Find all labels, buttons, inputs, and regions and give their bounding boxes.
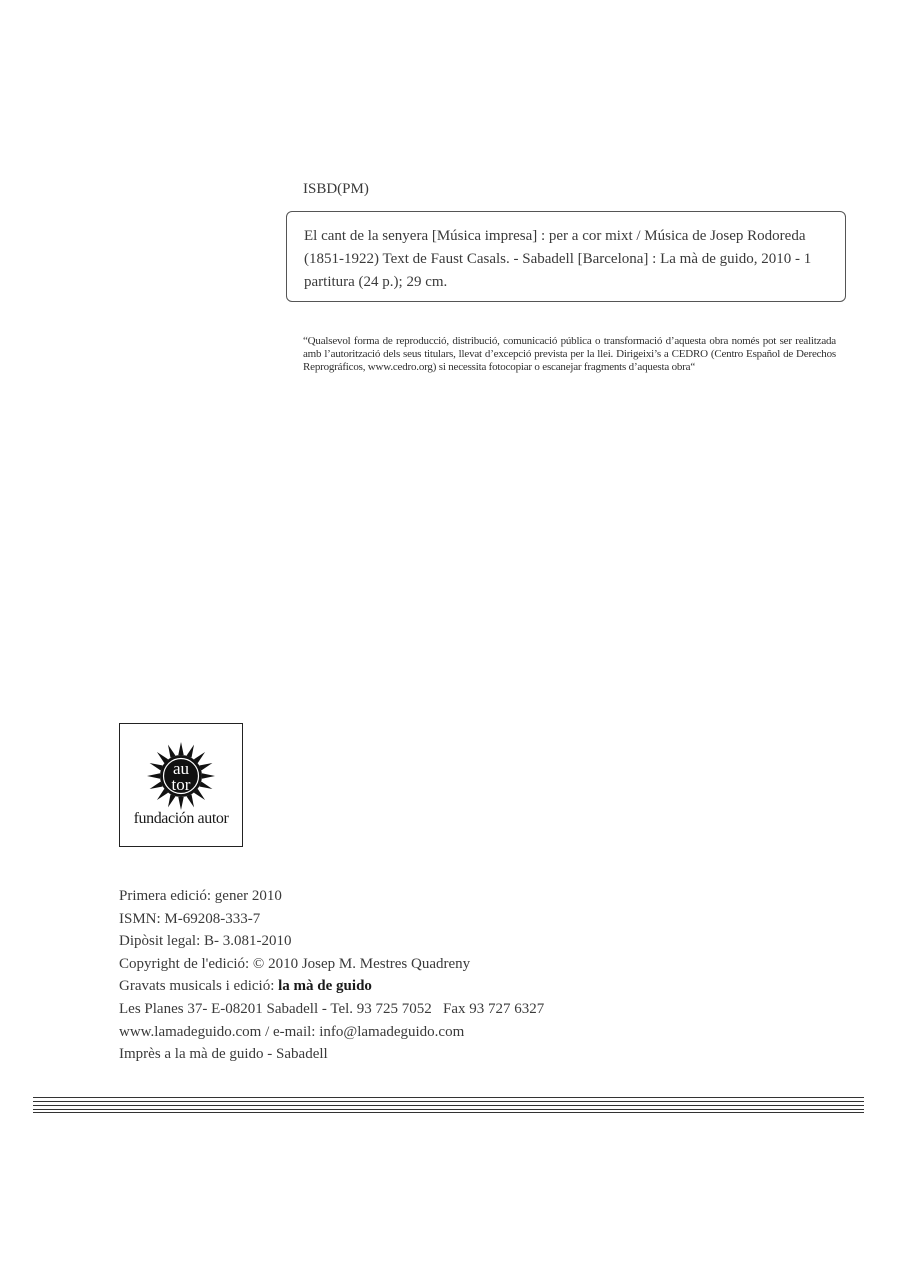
sun-ray [150,763,163,771]
sun-ray [150,781,163,789]
address-line: Les Planes 37- E-08201 Sabadell - Tel. 93 725 7052 Fax 93 727 6327 [119,1000,545,1017]
sun-ray [147,773,160,778]
first-edition: Primera edició: gener 2010 [119,888,282,904]
ismn: ISMN: M-69208-333-7 [119,910,261,927]
rule-line [33,1112,864,1113]
engraving-line [119,975,544,998]
catalog-record-box [286,211,846,302]
copyright-notice: “Qualsevol forma de reproducció, distribució, comunicació pública o transformació d’aquesta obra només pot ser realitzada amb l’autorització dels seus titulars, llevat d’excepció prevista per la llei. Dirigeixi’s a CEDRO (Centro Español de Derechos Reprográficos, www.cedro.org) si necessita fotocopiar o escanejar fragments d’aquesta obra“ [303,335,836,373]
copyright-line: Copyright de l'edició: © 2010 Josep M. Mestres Quadreny [119,955,471,972]
emblem-text-bottom: tor [171,775,191,794]
web-email-line: www.lamadeguido.com / e-mail: info@lamadeguido.com [119,1023,465,1040]
printed-line: Imprès a la mà de guido - Sabadell [119,1046,328,1063]
sun-ray [186,794,194,807]
logo-caption: fundación autor [133,810,229,827]
sun-ray [168,794,176,807]
sun-ray [199,781,212,789]
isbd-label: ISBD(PM) [303,181,369,197]
publisher-name: la mà de guido [278,978,372,995]
sun-ray [168,745,176,758]
sun-ray [202,773,215,778]
rule-line [33,1109,864,1110]
sun-ray [199,763,212,771]
colophon [119,885,544,1066]
sun-ray [178,742,183,755]
decorative-rules [33,1097,864,1113]
rule-line [33,1105,864,1106]
sun-ray [186,745,194,758]
sun-ray [178,797,183,810]
legal-deposit: Dipòsit legal: B- 3.081-2010 [119,933,292,950]
fundacion-autor-logo [119,723,243,847]
catalog-record-text: El cant de la senyera [Música impresa] : per a cor mixt / Música de Josep Rodoreda (1851-1922) Text de Faust Casals. - Sabadell [Barcelona] : La mà de guido, 2010 - 1 partitura (24 p.); 29 cm. [304,228,812,290]
engraving-prefix: Gravats musicals i edició: [119,978,279,995]
rule-line [33,1101,864,1102]
rule-line [33,1097,864,1098]
sun-emblem-icon [145,740,217,812]
emblem-text-top: au [172,759,190,778]
